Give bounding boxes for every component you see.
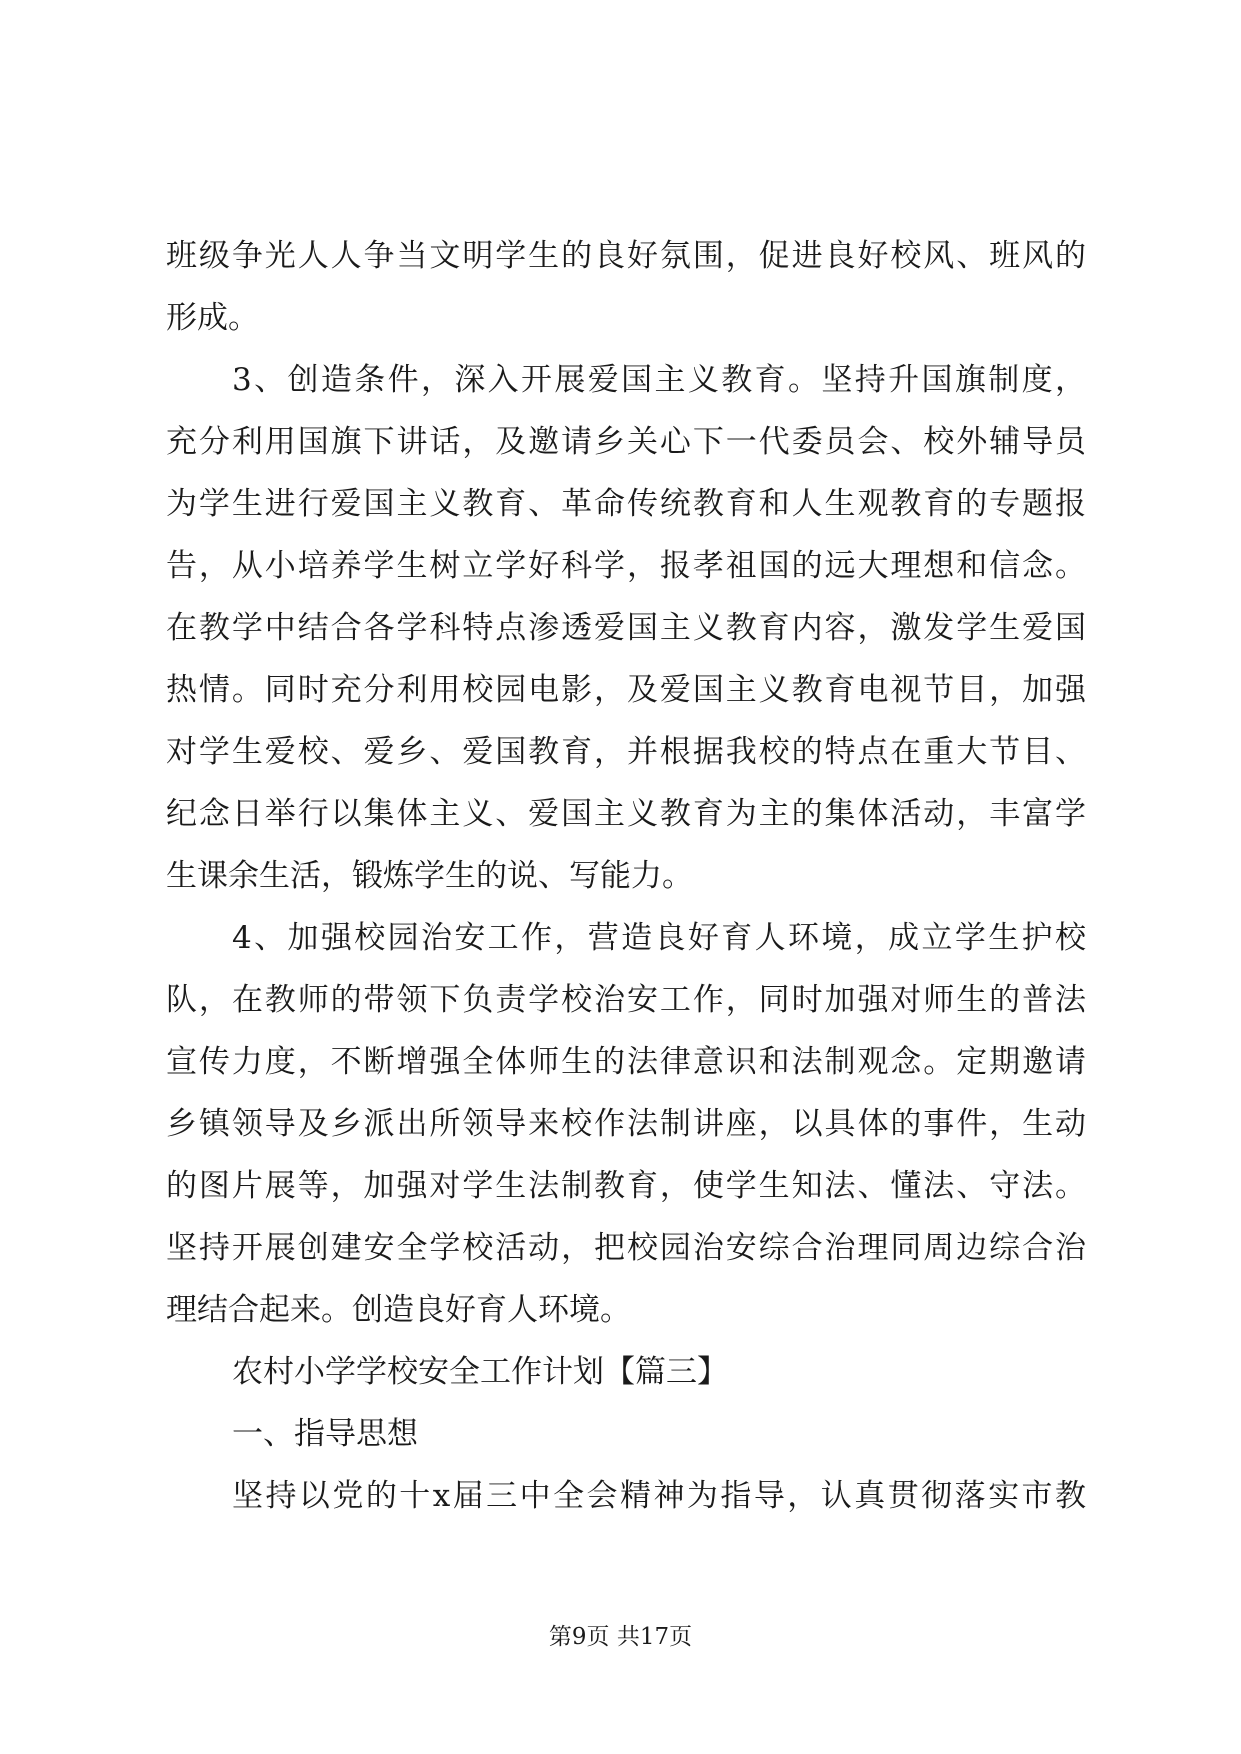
text-line: 告，从小培养学生树立学好科学，报孝祖国的远大理想和信念。 (166, 548, 1086, 584)
text-line: 宣传力度，不断增强全体师生的法律意识和法制观念。定期邀请 (166, 1044, 1086, 1080)
section-heading: 一、指导思想 (232, 1416, 418, 1452)
text-line: 热情。同时充分利用校园电影，及爱国主义教育电视节目，加强 (166, 672, 1086, 708)
text-line: 班级争光人人争当文明学生的良好氛围，促进良好校风、班风的 (166, 238, 1086, 274)
text-line: 对学生爱校、爱乡、爱国教育，并根据我校的特点在重大节目、 (166, 734, 1086, 770)
section-title: 农村小学学校安全工作计划【篇三】 (232, 1354, 728, 1390)
text-line: 坚持开展创建安全学校活动，把校园治安综合治理同周边综合治 (166, 1230, 1086, 1266)
paragraph-start-line: 坚持以党的十x届三中全会精神为指导，认真贯彻落实市教 (232, 1478, 1086, 1514)
text-line: 队，在教师的带领下负责学校治安工作，同时加强对师生的普法 (166, 982, 1086, 1018)
text-line: 为学生进行爱国主义教育、革命传统教育和人生观教育的专题报 (166, 486, 1086, 522)
text-line: 理结合起来。创造良好育人环境。 (166, 1292, 631, 1328)
page-footer: 第9页 共17页 (548, 1624, 693, 1650)
text-line: 充分利用国旗下讲话，及邀请乡关心下一代委员会、校外辅导员 (166, 424, 1086, 460)
text-line: 的图片展等，加强对学生法制教育，使学生知法、懂法、守法。 (166, 1168, 1086, 1204)
paragraph-start-line: 4、加强校园治安工作，营造良好育人环境，成立学生护校 (232, 920, 1086, 956)
text-line: 乡镇领导及乡派出所领导来校作法制讲座，以具体的事件，生动 (166, 1106, 1086, 1142)
text-line: 纪念日举行以集体主义、爱国主义教育为主的集体活动，丰富学 (166, 796, 1086, 832)
paragraph-start-line: 3、创造条件，深入开展爱国主义教育。坚持升国旗制度， (232, 362, 1086, 398)
text-line: 形成。 (166, 300, 259, 336)
text-line: 在教学中结合各学科特点渗透爱国主义教育内容，激发学生爱国 (166, 610, 1086, 646)
text-line: 生课余生活，锻炼学生的说、写能力。 (166, 858, 693, 894)
